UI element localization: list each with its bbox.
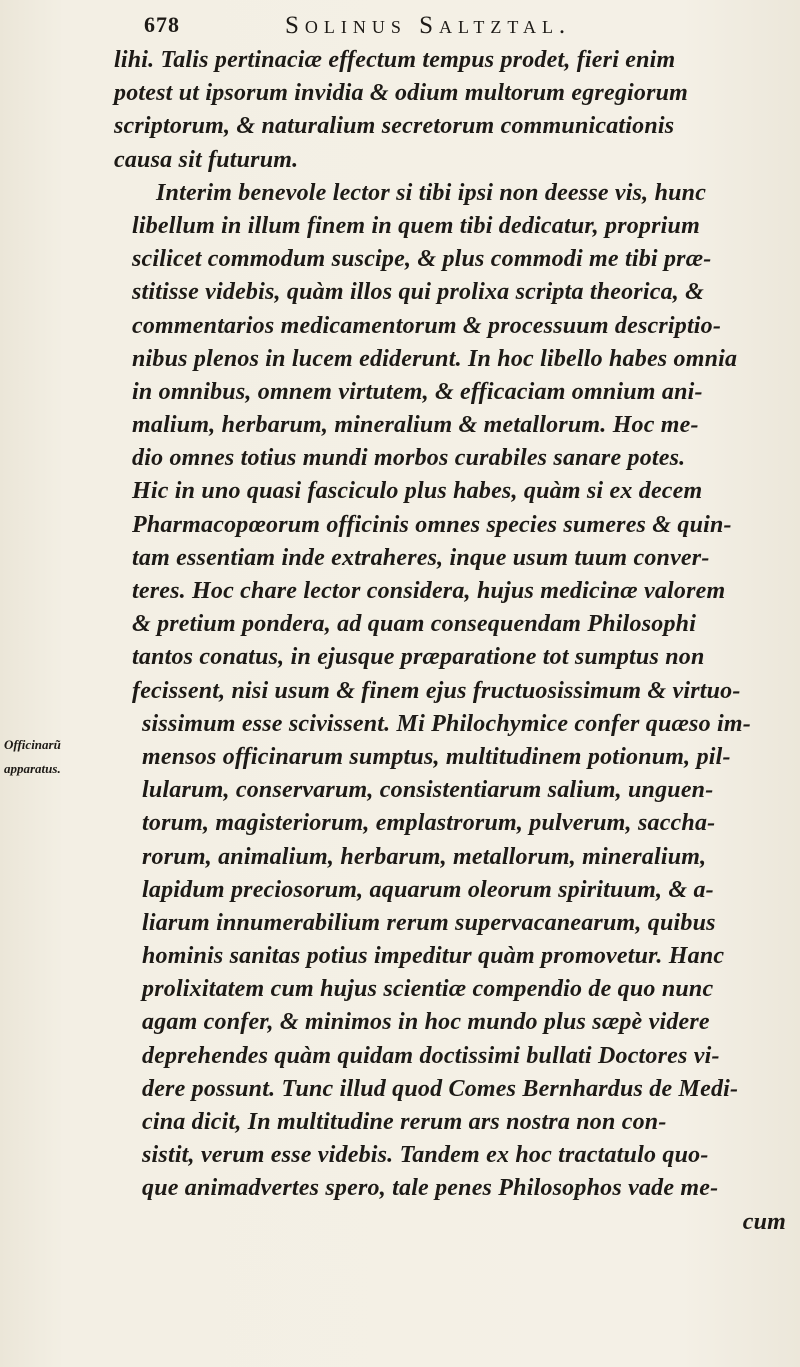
text-line: & pretium pondera, ad quam consequendam Philosophi [132,611,697,638]
text-line: teres. Hoc chare lector considera, hujus medicinæ valorem [132,578,726,604]
text-line: liarum innumerabilium rerum supervacanearum, quibus [142,909,716,936]
text-line: cina dicit, In multitudine rerum ars nostra non con- [142,1109,667,1135]
text-line: lapidum preciosorum, aquarum oleorum spirituum, & a- [142,876,714,903]
marginal-note-line: apparatus. [4,761,61,776]
text-line: Pharmacopœorum officinis omnes species sumeres & quin- [132,511,732,538]
text-line: potest ut ipsorum invidia & odium multorum egregiorum [114,80,689,107]
text-line: causa sit futurum. [114,146,299,173]
text-line: hominis sanitas potius impeditur quàm promovetur. Hanc [142,943,725,970]
text-line: Hic in uno quasi fasciculo plus habes, quàm si ex decem [132,478,703,505]
text-line: prolixitatem cum hujus scientiæ compendio de quo nunc [142,976,714,1003]
text-line: tam essentiam inde extraheres, inque usum tuum conver- [132,544,710,571]
text-line: dio omnes totius mundi morbos curabiles sanare potes. [132,445,686,472]
text-line: que animadvertes spero, tale penes Philosophos vade me- [142,1175,719,1202]
text-line: agam confer, & minimos in hoc mundo plus sæpè videre [142,1009,710,1036]
text-line: stitisse videbis, quàm illos qui prolixa scripta theorica, & [132,279,705,306]
marginal-note [4,733,124,781]
text-line: scriptorum, & naturalium secretorum communicationis [114,113,675,140]
running-head: Solinus Saltztal. [285,12,572,39]
text-line: tantos conatus, in ejusque præparatione tot sumptus non [132,644,705,671]
catchword: cum [742,1208,786,1235]
text-line: fecissent, nisi usum & finem ejus fructuosissimum & virtuo- [132,677,741,704]
text-line: lularum, conservarum, consistentiarum salium, unguen- [142,777,714,804]
text-line: sissimum esse scivissent. Mi Philochymice confer quæso im- [142,710,751,737]
text-line: nibus plenos in lucem ediderunt. In hoc libello habes omnia [132,345,738,372]
text-line: torum, magisteriorum, emplastrorum, pulverum, saccha- [142,810,716,837]
text-line: sistit, verum esse videbis. Tandem ex hoc tractatulo quo- [142,1142,709,1169]
page-header [140,12,700,44]
text-line: commentarios medicamentorum & processuum descriptio- [132,312,722,339]
text-line: dere possunt. Tunc illud quod Comes Bernhardus de Medi- [142,1075,739,1102]
text-line: deprehendes quàm quidam doctissimi bullati Doctores vi- [142,1042,720,1069]
text-line: rorum, animalium, herbarum, metallorum, mineralium, [142,843,707,870]
paragraph-start-line: Interim benevole lector si tibi ipsi non deesse vis, hunc [156,179,707,206]
text-line: lihi. Talis pertinaciæ effectum tempus prodet, fieri enim [114,47,676,73]
text-line: mensos officinarum sumptus, multitudinem potionum, pil- [142,743,731,770]
text-line: scilicet commodum suscipe, & plus commodi me tibi præ- [132,246,712,273]
page-number: 678 [144,12,180,37]
body-text [114,44,794,1239]
text-line: in omnibus, omnem virtutem, & efficaciam omnium ani- [132,378,703,405]
marginal-note-line: Officinarũ [4,737,61,752]
text-line: libellum in illum finem in quem tibi dedicatur, proprium [132,212,700,239]
text-line: malium, herbarum, mineralium & metallorum. Hoc me- [132,412,699,439]
